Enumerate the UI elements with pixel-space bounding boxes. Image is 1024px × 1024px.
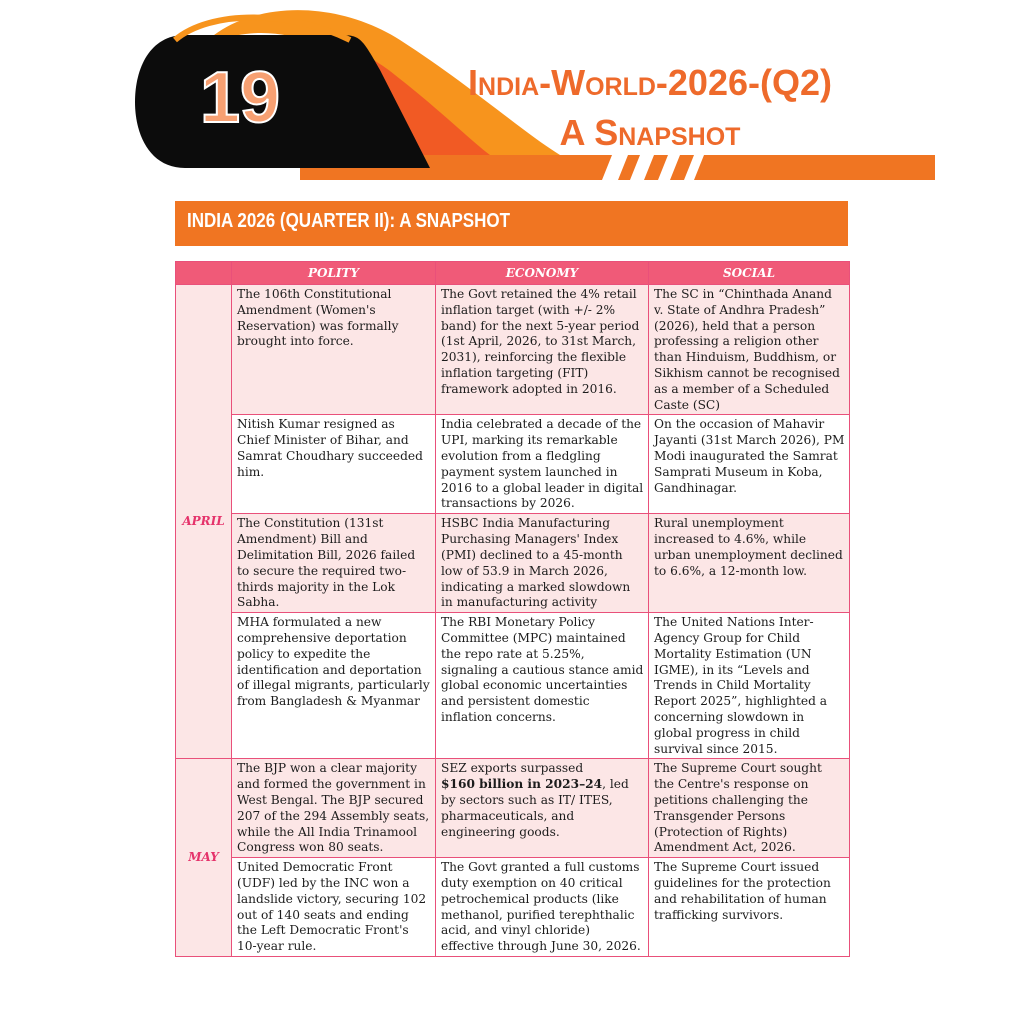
- chapter-title-line1: India-World-2026-(Q2): [468, 62, 832, 103]
- section-heading-bar: [175, 201, 848, 246]
- cell-economy-pre: SEZ exports surpassed: [441, 761, 584, 776]
- cell-polity: MHA formulated a new comprehensive deportation policy to expedite the identification and deportation of illegal migrants, particularly from Bangladesh & Myanmar: [232, 613, 436, 759]
- table-row: [176, 285, 850, 415]
- header-economy: ECONOMY: [436, 262, 649, 285]
- cell-polity: The Constitution (131st Amendment) Bill and Delimitation Bill, 2026 failed to secure the required two-thirds majority in the Lok Sabha.: [232, 514, 436, 613]
- header-polity: POLITY: [232, 262, 436, 285]
- table-row: [176, 415, 850, 514]
- cell-economy: India celebrated a decade of the UPI, marking its remarkable evolution from a fledgling payment system launched in 2016 to a global leader in digital transactions by 2026.: [436, 415, 649, 514]
- chapter-title-line2: A Snapshot: [559, 112, 741, 153]
- cell-economy: HSBC India Manufacturing Purchasing Managers' Index (PMI) declined to a 45-month low of 53.9 in March 2026, indicating a marked slowdown in manufacturing activity: [436, 514, 649, 613]
- cell-social: The Supreme Court sought the Centre's response on petitions challenging the Transgender Persons (Protection of Rights) Amendment Act, 2026.: [649, 759, 850, 858]
- cell-social: The United Nations Inter-Agency Group for Child Mortality Estimation (UN IGME), in its “Levels and Trends in Child Mortality Report 2025”, highlighted a concerning slowdown in global progress in child survival since 2015.: [649, 613, 850, 759]
- cell-polity: The BJP won a clear majority and formed the government in West Bengal. The BJP secured 207 of the 294 Assembly seats, while the All India Trinamool Congress won 80 seats.: [232, 759, 436, 858]
- section-heading: INDIA 2026 (QUARTER II): A SNAPSHOT: [187, 210, 511, 232]
- cell-economy-bold: $160 billion in 2023–24: [441, 777, 603, 792]
- cell-social: The SC in “Chinthada Anand v. State of Andhra Pradesh” (2026), held that a person professing a religion other than Hinduism, Buddhism, or Sikhism cannot be recognised as a member of a Scheduled Caste (SC): [649, 285, 850, 415]
- cell-polity: Nitish Kumar resigned as Chief Minister of Bihar, and Samrat Choudhary succeeded him.: [232, 415, 436, 514]
- month-april: APRIL: [176, 285, 232, 759]
- cell-social: The Supreme Court issued guidelines for the protection and rehabilitation of human trafficking survivors.: [649, 858, 850, 957]
- chapter-number: 19: [199, 58, 281, 138]
- header-social: SOCIAL: [649, 262, 850, 285]
- table-row: [176, 759, 850, 858]
- month-may: MAY: [176, 759, 232, 957]
- chapter-title: [430, 58, 870, 158]
- cell-polity: The 106th Constitutional Amendment (Women's Reservation) was formally brought into force.: [232, 285, 436, 415]
- table-row: [176, 613, 850, 759]
- cell-economy: The Govt retained the 4% retail inflation target (with +/- 2% band) for the next 5-year period (1st April, 2026, to 31st March, 2031), reinforcing the flexible inflation targeting (FIT) framework adopted in 2016.: [436, 285, 649, 415]
- cell-economy-post: , led by sectors such as IT/ ITES, pharmaceuticals, and engineering goods.: [441, 777, 629, 839]
- header-blank: [176, 262, 232, 285]
- cell-social: Rural unemployment increased to 4.6%, while urban unemployment declined to 6.6%, a 12-month low.: [649, 514, 850, 613]
- cell-economy: [436, 759, 649, 858]
- cell-economy: The RBI Monetary Policy Committee (MPC) maintained the repo rate at 5.25%, signaling a cautious stance amid global economic uncertainties and persistent domestic inflation concerns.: [436, 613, 649, 759]
- snapshot-table: [175, 261, 850, 957]
- table-row: [176, 858, 850, 957]
- cell-economy: The Govt granted a full customs duty exemption on 40 critical petrochemical products (like methanol, purified terephthalic acid, and vinyl chloride) effective through June 30, 2026.: [436, 858, 649, 957]
- table-header-row: [176, 262, 850, 285]
- cell-polity: United Democratic Front (UDF) led by the INC won a landslide victory, securing 102 out of 140 seats and ending the Left Democratic Front's 10-year rule.: [232, 858, 436, 957]
- cell-social: On the occasion of Mahavir Jayanti (31st March 2026), PM Modi inaugurated the Samrat Samprati Museum in Koba, Gandhinagar.: [649, 415, 850, 514]
- table-row: [176, 514, 850, 613]
